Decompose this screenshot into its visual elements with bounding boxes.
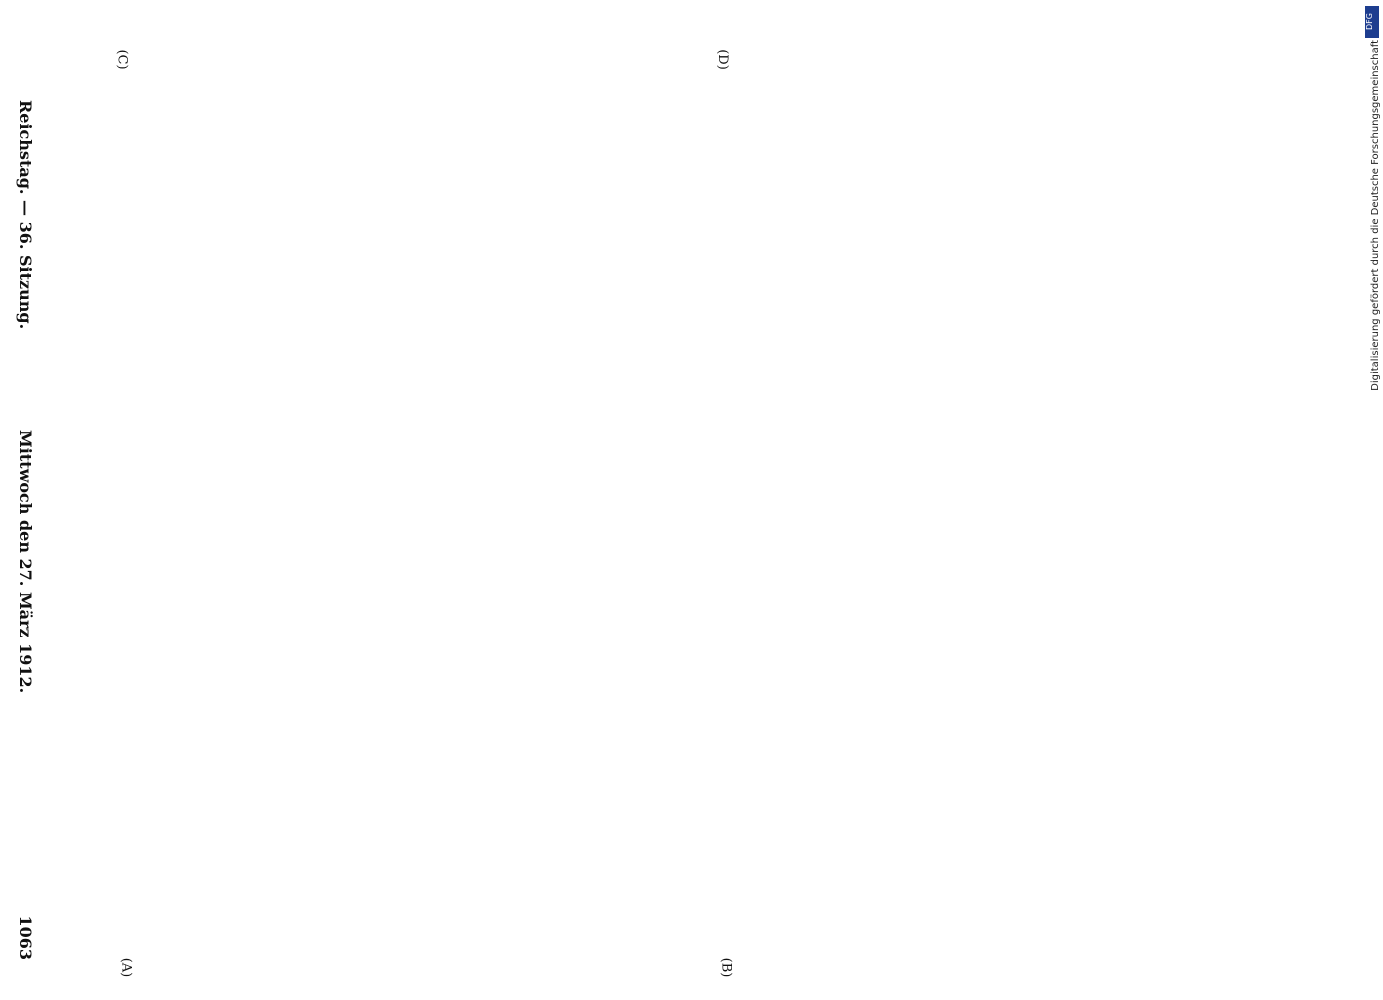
rotated-text-block [0, 0, 73, 1000]
margin-mark-d: (D) [714, 49, 730, 70]
header-session: Reichstag. — 36. Sitzung. [16, 100, 35, 330]
margin-mark-a: (A) [118, 957, 134, 978]
header-date: Mittwoch den 27. März 1912. [16, 430, 35, 694]
margin-mark-b: (B) [718, 957, 734, 978]
page-number: 1063 [16, 915, 35, 960]
dfg-logo: DFG [1365, 6, 1379, 38]
page-header [0, 100, 55, 960]
digitization-note: Digitalisierung gefördert durch die Deutsche Forschungsgemeinschaft [1370, 40, 1381, 391]
margin-mark-c: (C) [114, 49, 130, 70]
